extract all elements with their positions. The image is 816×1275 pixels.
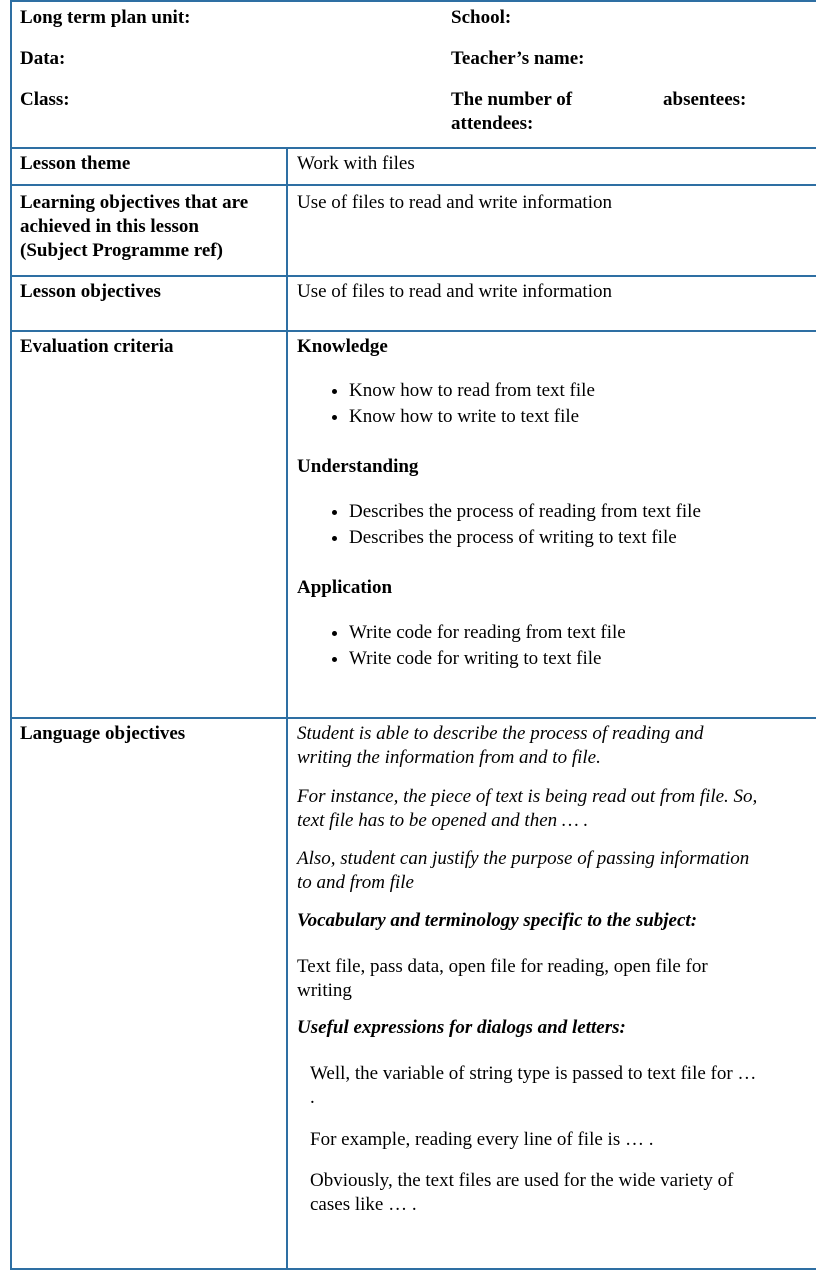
- language-paragraph-3: Also, student can justify the purpose of passing information to and from file: [297, 848, 750, 893]
- application-list: [297, 620, 626, 672]
- list-item: • Describes the process of writing to text file: [349, 525, 701, 551]
- application-heading: Application: [297, 577, 393, 598]
- list-item: • Know how to write to text file: [349, 404, 595, 430]
- lesson-theme-value: Work with files: [297, 153, 415, 174]
- expression-2: For example, reading every line of file is … .: [310, 1129, 654, 1150]
- language-objectives-label: Language objectives: [20, 723, 186, 744]
- lesson-objectives-value: Use of files to read and write information: [297, 281, 612, 302]
- list-item: • Know how to read from text file: [349, 378, 595, 404]
- evaluation-criteria-label: Evaluation criteria: [20, 336, 174, 357]
- vocabulary-heading: Vocabulary and terminology specific to the subject:: [297, 910, 698, 931]
- understanding-heading: Understanding: [297, 456, 419, 477]
- vocabulary-text: Text file, pass data, open file for reading, open file for writing: [297, 956, 708, 1001]
- date-label: Data:: [20, 48, 66, 69]
- row-divider: [10, 147, 816, 149]
- class-label: Class:: [20, 89, 70, 110]
- knowledge-list: [297, 378, 595, 430]
- expression-1: Well, the variable of string type is passed to text file for … .: [310, 1063, 757, 1108]
- knowledge-heading: Knowledge: [297, 336, 388, 357]
- teacher-label: Teacher’s name:: [451, 48, 585, 69]
- absentees-label: absentees:: [663, 89, 747, 110]
- list-item: • Write code for writing to text file: [349, 646, 626, 672]
- learning-objectives-value: Use of files to read and write information: [297, 192, 612, 213]
- list-item: • Describes the process of reading from text file: [349, 499, 701, 525]
- unit-label: Long term plan unit:: [20, 7, 191, 28]
- language-paragraph-1: Student is able to describe the process of reading and writing the information from and to file.: [297, 723, 704, 768]
- language-paragraph-2: For instance, the piece of text is being read out from file. So, text file has to be opened and then … .: [297, 786, 758, 831]
- row-divider: [10, 330, 816, 332]
- expressions-heading: Useful expressions for dialogs and letters:: [297, 1017, 626, 1038]
- understanding-list: [297, 499, 701, 551]
- column-divider: [286, 147, 288, 1270]
- row-divider: [10, 275, 816, 277]
- expression-3: Obviously, the text files are used for the wide variety of cases like … .: [310, 1170, 734, 1215]
- learning-objectives-label: Learning objectives that are achieved in this lesson (Subject Programme ref): [20, 192, 249, 261]
- row-divider: [10, 184, 816, 186]
- lesson-theme-label: Lesson theme: [20, 153, 131, 174]
- row-divider: [10, 717, 816, 719]
- school-label: School:: [451, 7, 512, 28]
- list-item: • Write code for reading from text file: [349, 620, 626, 646]
- lesson-objectives-label: Lesson objectives: [20, 281, 161, 302]
- attendees-label: The number of attendees:: [451, 89, 573, 134]
